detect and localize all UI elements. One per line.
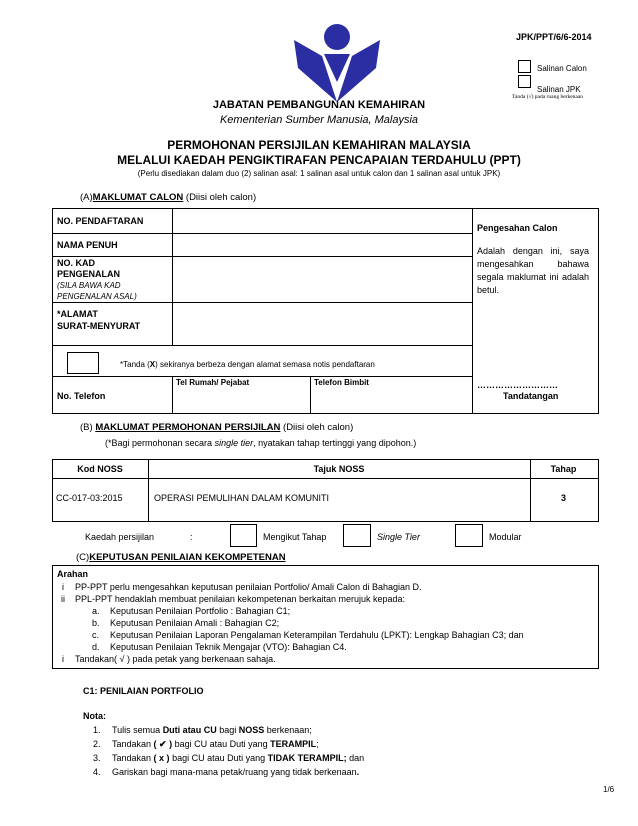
copy-note: (Perlu disediakan dalam duo (2) salinan asal: 1 salinan asal untuk calon dan 1 salinan asal untuk JPK) [137, 169, 501, 178]
document-reference: JPK/PPT/6/6-2014 [516, 32, 592, 42]
address-label-1: *ALAMAT [57, 309, 98, 319]
instruction-2-mark: ii [61, 594, 65, 604]
address-differs-note: *Tanda (X) sekiranya berbeza dengan alamat semasa notis pendaftaran [120, 360, 375, 369]
ministry-name: Kementerian Sumber Manusia, Malaysia [219, 114, 419, 126]
mobile-phone-field[interactable] [312, 388, 470, 411]
jpk-logo [292, 20, 382, 102]
c1-note-2-num: 2. [93, 739, 101, 749]
cell-tajuk-noss: OPERASI PEMULIHAN DALAM KOMUNITI [154, 493, 330, 503]
mobile-phone-label: Telefon Bimbit [314, 378, 369, 387]
sub-d: Keputusan Penilaian Teknik Mengajar (VTO): Bahagian C4. [110, 642, 347, 652]
modular-label: Modular [489, 532, 522, 542]
modular-checkbox[interactable] [455, 524, 483, 547]
instruction-3-mark: i [62, 654, 64, 664]
full-name-field[interactable] [174, 235, 470, 255]
sub-b-mark: b. [92, 618, 100, 628]
sub-d-mark: d. [92, 642, 100, 652]
sub-c-mark: c. [92, 630, 100, 640]
sub-a-mark: a. [92, 606, 100, 616]
col-tahap: Tahap [550, 464, 577, 474]
instructions-title: Arahan [57, 569, 89, 579]
sub-b: Keputusan Penilaian Amali : Bahagian C2; [110, 618, 280, 628]
full-name-label: NAMA PENUH [57, 240, 118, 250]
col-tajuk-noss: Tajuk NOSS [313, 464, 365, 474]
ic-hint-2: PENGENALAN ASAL) [57, 292, 137, 301]
c1-note-1-num: 1. [93, 725, 101, 735]
form-title-2: MELALUI KAEDAH PENGIKTIRAFAN PENCAPAIAN TERDAHULU (PPT) [117, 153, 521, 167]
section-a-heading: (A)MAKLUMAT CALON (Diisi oleh calon) [80, 192, 257, 203]
department-name: JABATAN PEMBANGUNAN KEMAHIRAN [212, 99, 426, 111]
verification-text: Adalah dengan ini, saya mengesahkan bahawa segala maklumat ini adalah betul. [477, 246, 589, 295]
c1-note-4-num: 4. [93, 767, 101, 777]
verification-title: Pengesahan Calon [477, 223, 558, 233]
ic-hint-1: (SILA BAWA KAD [57, 281, 121, 290]
single-tier-checkbox[interactable] [343, 524, 371, 547]
by-level-checkbox[interactable] [230, 524, 257, 547]
instruction-3: Tandakan( √ ) pada petak yang berkenaan sahaja. [75, 654, 276, 664]
ic-label-1: NO. KAD [57, 258, 95, 268]
c1-note-3-num: 3. [93, 753, 101, 763]
c1-note-2: Tandakan ( ✔ ) bagi CU atau Duti yang TERAMPIL; [112, 739, 319, 749]
jpk-copy-checkbox[interactable] [518, 75, 531, 88]
c1-title: C1: PENILAIAN PORTFOLIO [83, 686, 204, 696]
c1-nota: Nota: [83, 711, 106, 721]
ic-label-2: PENGENALAN [57, 269, 121, 279]
address-differs-checkbox[interactable] [67, 352, 99, 374]
home-office-phone-field[interactable] [174, 388, 308, 411]
cell-tahap: 3 [560, 493, 566, 503]
instruction-1-mark: i [62, 582, 64, 592]
reg-no-field[interactable] [174, 210, 470, 232]
sub-c: Keputusan Penilaian Laporan Pengalaman Keterampilan Terdahulu (LPKT): Lengkap Bahagian C3; dan [110, 630, 524, 640]
signature-label: Tandatangan [503, 391, 559, 401]
candidate-copy-checkbox[interactable] [518, 60, 531, 73]
phone-label: No. Telefon [57, 391, 106, 401]
instruction-1: PP-PPT perlu mengesahkan keputusan penilaian Portfolio/ Amali Calon di Bahagian D. [75, 582, 422, 592]
single-tier-label: Single Tier [377, 532, 420, 542]
method-label: Kaedah persijilan [85, 532, 155, 542]
section-b-heading: (B) MAKLUMAT PERMOHONAN PERSIJILAN (Diisi oleh calon) [80, 422, 354, 433]
home-office-phone-label: Tel Rumah/ Pejabat [176, 378, 250, 387]
jpk-copy-label: Salinan JPK [537, 85, 581, 94]
method-colon: : [190, 532, 193, 542]
page-number: 1/6 [603, 785, 615, 794]
address-label-2: SURAT-MENYURAT [57, 321, 141, 331]
c1-note-3: Tandakan ( x ) bagi CU atau Duti yang TIDAK TERAMPIL; dan [112, 753, 365, 763]
form-title-1: PERMOHONAN PERSIJILAN KEMAHIRAN MALAYSIA [167, 138, 471, 152]
col-kod-noss: Kod NOSS [77, 464, 123, 474]
tick-hint: Tanda (√) pada ruang berkenaan [512, 94, 584, 100]
address-field[interactable] [174, 304, 470, 344]
instruction-2: PPL-PPT hendaklah membuat penilaian kekompetenan berkaitan merujuk kepada: [75, 594, 406, 604]
cell-kod-noss: CC-017-03:2015 [56, 493, 123, 503]
c1-note-4: Gariskan bagi mana-mana petak/ruang yang tidak berkenaan. [112, 767, 360, 777]
ic-field[interactable] [174, 258, 470, 301]
by-level-label: Mengikut Tahap [263, 532, 327, 542]
sub-a: Keputusan Penilaian Portfolio : Bahagian C1; [110, 606, 291, 616]
signature-dots: ……………………… [477, 380, 558, 390]
section-b-note: (*Bagi permohonan secara single tier, nyatakan tahap tertinggi yang dipohon.) [105, 438, 417, 448]
candidate-copy-label: Salinan Calon [537, 64, 587, 73]
c1-note-1: Tulis semua Duti atau CU bagi NOSS berkenaan; [112, 725, 312, 735]
reg-no-label: NO. PENDAFTARAN [57, 216, 144, 226]
section-c-heading: (C)KEPUTUSAN PENILAIAN KEKOMPETENAN [76, 552, 286, 563]
